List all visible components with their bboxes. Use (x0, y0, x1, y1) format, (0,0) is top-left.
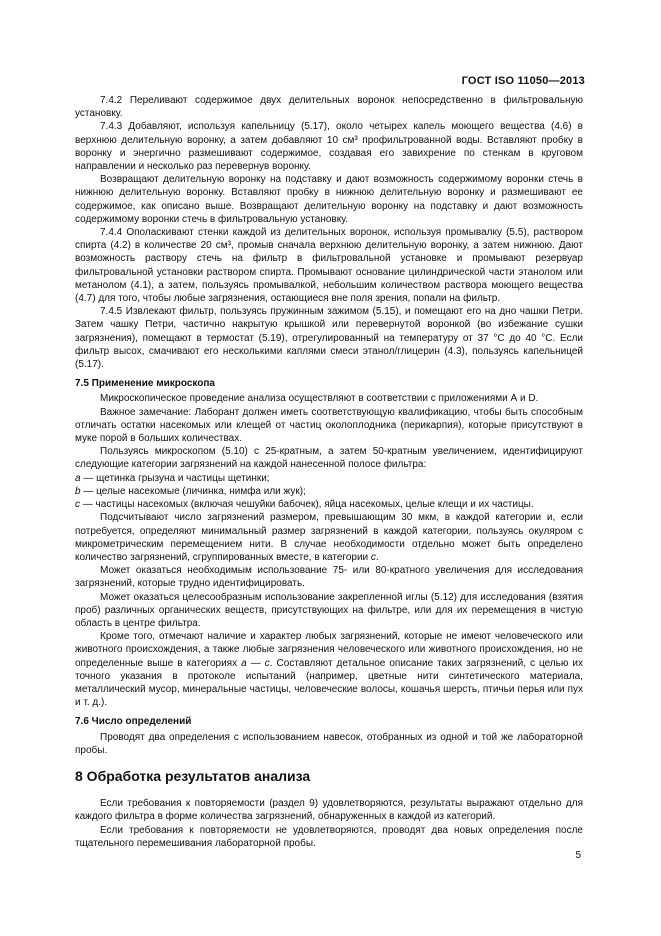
paragraph-7-5-a: Микроскопическое проведение анализа осуществляют в соответствии с приложениями А и D. (100, 393, 539, 405)
section-heading-8: 8 Обработка результатов анализа (75, 767, 311, 784)
page-number: 5 (575, 850, 581, 861)
paragraph-7-5-note: Важное замечание: Лаборант должен иметь соответствующую квалификацию, чтобы быть способным отличать остатки насекомых или клещей от частиц околоплодника (перикарпия), которые присутствуют в муке порой в больших количествах. (75, 406, 583, 445)
list-item-c (75, 498, 583, 511)
list-text-c: — частицы насекомых (включая чешуйки бабочек), яйца насекомых, целые клещи и их частицы. (80, 499, 534, 511)
list-item-b (75, 485, 583, 498)
paragraph-7-4-2: 7.4.2 Переливают содержимое двух делительных воронок непосредственно в фильтровальную установку. (75, 95, 583, 120)
paragraph-7-4-5: 7.4.5 Извлекают фильтр, пользуясь пружинным зажимом (5.15), и помещают его на дно чашки Петри. Затем чашку Петри, частично накрытую крышкой или перевернутой воронкой (во избежание сушки загрязнения), помещают в термостат (5.19), отрегулированный на температуру от 37 °С до 40 °С. Если фильтр высох, смачивают его несколькими каплями смеси этанол/глицерин (4.3), пользуясь капельницей (5.17). (75, 306, 583, 371)
paragraph-7-5-g (75, 630, 583, 709)
text-run: — (246, 657, 265, 669)
list-letter-b: b (75, 485, 81, 497)
paragraph-7-5-e: Может оказаться необходимым использование 75- или 80-кратного увеличения для исследования загрязнений, которые трудно идентифицировать. (75, 565, 583, 590)
paragraph-7-5-f: Может оказаться целесообразным использование закрепленной иглы (5.12) для исследования (взятия проб) различных органических веществ, присутствующих на фильтре, или для их перемещения в чистую область в центре фильтра. (75, 591, 583, 629)
list-letter-c: с (75, 499, 80, 511)
paragraph-7-4-3: 7.4.3 Добавляют, используя капельницу (5.17), около четырех капель моющего вещества (4.6) в верхнюю делительную воронку, а затем добавляют 10 см³ профильтрованной воды. Вставляют пробку в воронку и энергично размешивают содержимое, создавая его завихрение по стенкам в круговом направлении и несколько раз перевернув воронку. (75, 121, 583, 173)
document-header: ГОСТ ISO 11050—2013 (461, 75, 585, 87)
paragraph-7-5-c: Пользуясь микроскопом (5.10) с 25-кратным, а затем 50-кратным увеличением, идентифицируют следующие категории загрязнений на каждой нанесенной полосе фильтра: (75, 446, 583, 471)
paragraph-8-b: Если требования к повторяемости не удовлетворяются, проводят два новых определения после тщательного перемешивания лабораторной пробы. (75, 824, 583, 849)
text-run: Кроме того, отмечают наличие и характер любых загрязнений, которые не имеют человеческого или животного происхождения, а также любые загрязнения человеческого или животного происхождения, но не определенные выше в категориях (75, 631, 583, 669)
category-letter: с (264, 657, 270, 669)
paragraph-7-4-4: 7.4.4 Ополаскивают стенки каждой из делительных воронок, используя промывалку (5.5), раствором спирта (4.2) в количестве 20 см³, промыв сначала верхнюю делительную воронку, а затем нижнюю. Дают возможность раствору стечь на фильтр в фильтровальной установке и промывают резервуар фильтровальной установки раствором спирта. Промывают основание цилиндрической части этанолом или метанолом (4.1), а затем, пользуясь промывалкой, небольшим количеством раствора моющего вещества (4.7) для того, чтобы любые загрязнения, остающиеся вне поля зрения, попали на фильтр. (75, 227, 583, 305)
page-content (75, 94, 583, 850)
paragraph-8-a: Если требования к повторяемости (раздел 9) удовлетворяются, результаты выражают отдельно для каждого фильтра в форме количества загрязнений, обнаруженных в каждой из категорий. (75, 798, 583, 823)
list-text-a: — щетинка грызуна и частицы щетинки; (80, 472, 270, 484)
text-run: Подсчитывают число загрязнений размером, превышающим 30 мкм, в каждой категории и, если потребуется, определяют минимальный размер загрязнений в каждой категории, пользуясь окуляром с микрометрическим перемещением нити. В случае необходимости отдельно может быть определено количество загрязнений, сгруппированных вместе, в категории (75, 512, 583, 563)
paragraph-7-5-d (75, 511, 583, 564)
section-heading-7-5: 7.5 Применение микроскопа (75, 378, 215, 390)
category-letter: с (370, 551, 376, 563)
section-heading-7-6: 7.6 Число определений (75, 716, 192, 728)
list-letter-a: а (75, 472, 81, 484)
paragraph-7-4-3-continued: Возвращают делительную воронку на подставку и дают возможность содержимому воронки стечь в нижнюю делительную воронку. Вставляют пробку в нижнюю делительную воронку и размешивают ее содержимое, как описано выше. Возвращают делительную воронку на подставку и дают возможность содержимому воронки стечь в фильтровальную установку. (75, 174, 583, 225)
list-text-b: — целые насекомые (личинка, нимфа или жук); (80, 485, 306, 497)
text-run: . (375, 551, 379, 563)
paragraph-7-6: Проводят два определения с использованием навесок, отобранных из одной и той же лабораторной пробы. (75, 731, 583, 756)
text-run: . Составляют детальное описание таких загрязнений, с целью их точного указания в протоколе испытаний (например, цветные нити синтетического материала, металлический мусор, минеральные частицы, человеческие волосы, кошачья шерсть, птичьи перья или пух и т. д.). (75, 657, 583, 709)
category-letter: а (241, 657, 247, 669)
list-item-a (75, 472, 583, 485)
